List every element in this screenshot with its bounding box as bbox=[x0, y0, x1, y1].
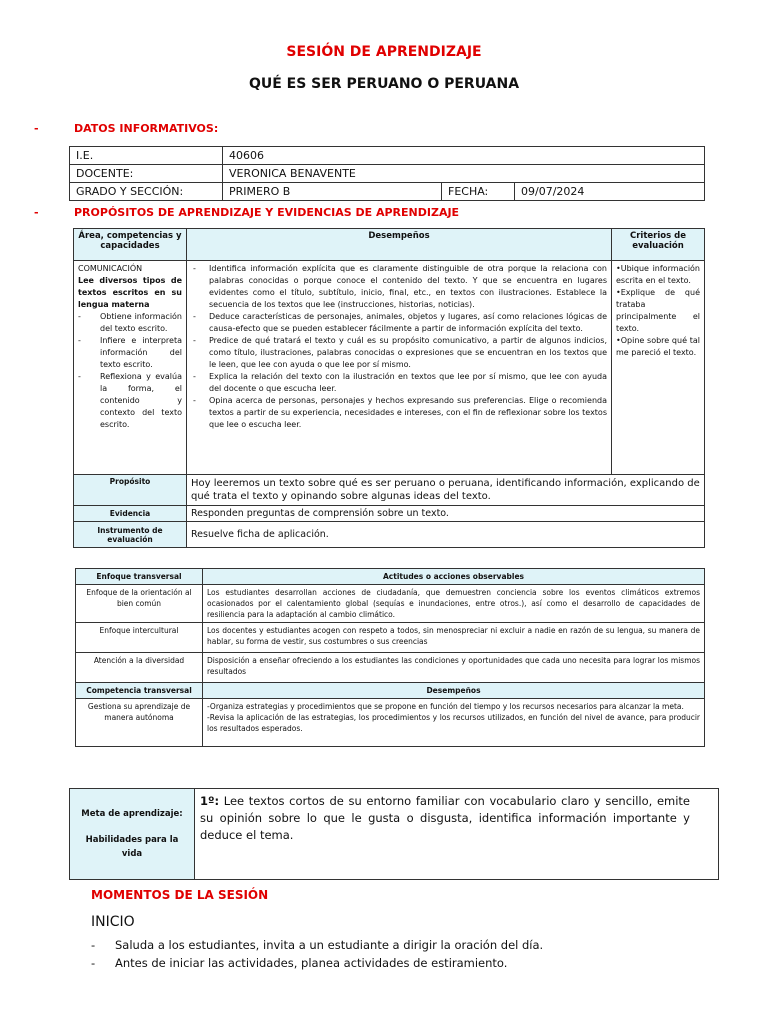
instrumento-label: Instrumento de evaluación bbox=[74, 522, 187, 548]
meta-label: Meta de aprendizaje: bbox=[81, 809, 183, 819]
list-item: - Deduce características de personajes, animales, objetos y lugares, así como relaciones lógicas de causa-efecto que se pueden establecer fácilmente a partir de información explícita del texto. bbox=[209, 311, 607, 335]
list-item: - Infiere e interpreta información del texto escrito. bbox=[78, 335, 182, 371]
header-desempenos-transversal: Desempeños bbox=[203, 683, 705, 699]
evidencia-label: Evidencia bbox=[74, 506, 187, 522]
list-item: •Explique de qué trataba principalmente el texto. bbox=[616, 288, 700, 333]
desempenos-list bbox=[191, 263, 607, 431]
list-item: •Ubique información escrita en el texto. bbox=[616, 264, 700, 285]
table-row bbox=[76, 585, 705, 623]
competencia-text: Lee diversos tipos de textos escritos en su lengua materna bbox=[78, 276, 182, 309]
fecha-value: 09/07/2024 bbox=[515, 183, 705, 201]
area-cell bbox=[74, 261, 187, 475]
list-item: - Opina acerca de personas, personajes y hechos expresando sus preferencias. Elige o recomienda textos a partir de su experiencia, necesidades e intereses, con el fin de reflexionar sobre los textos que lee o escucha leer. bbox=[209, 395, 607, 431]
instrumento-value: Resuelve ficha de aplicación. bbox=[187, 522, 705, 548]
session-subtitle: QUÉ ES SER PERUANO O PERUANA bbox=[248, 76, 520, 92]
header-actitudes: Actitudes o acciones observables bbox=[203, 569, 705, 585]
list-item: - Obtiene información del texto escrito. bbox=[78, 311, 182, 335]
capacidades-list bbox=[78, 311, 182, 431]
proposito-label: Propósito bbox=[74, 475, 187, 506]
table-row bbox=[70, 183, 705, 201]
list-item: - Saluda a los estudiantes, invita a un estudiante a dirigir la oración del día. bbox=[91, 936, 691, 954]
area-title: COMUNICACIÓN bbox=[78, 264, 143, 273]
ie-value: 40606 bbox=[223, 147, 705, 165]
meta-label-cell bbox=[70, 789, 195, 879]
table-row bbox=[74, 506, 705, 522]
list-item: -Revisa la aplicación de las estrategias, los procedimientos y los recursos utilizados, en función del nivel de avance, para producir los resultados esperados. bbox=[207, 713, 700, 733]
docente-label: DOCENTE: bbox=[70, 165, 223, 183]
section-bullet: - bbox=[34, 122, 39, 135]
enfoque-text: Los docentes y estudiantes acogen con respeto a todos, sin menospreciar ni excluir a nadie en razón de su lengua, su manera de hablar, su forma de vestir, sus costumbres o sus creencias bbox=[203, 623, 705, 653]
proposito-value: Hoy leeremos un texto sobre qué es ser peruano o peruana, identificando información, explicando de qué trata el texto y opinando sobre algunas ideas del texto. bbox=[187, 475, 705, 506]
table-row bbox=[74, 522, 705, 548]
habilidades-label: Habilidades para la vida bbox=[85, 835, 179, 859]
enfoque-name: Enfoque de la orientación al bien común bbox=[76, 585, 203, 623]
ie-label: I.E. bbox=[70, 147, 223, 165]
list-item: - Reflexiona y evalúa la forma, el contenido y contexto del texto escrito. bbox=[78, 371, 182, 431]
enfoque-name: Enfoque intercultural bbox=[76, 623, 203, 653]
info-table bbox=[69, 146, 705, 201]
list-item: - Predice de qué tratará el texto y cuál es su propósito comunicativo, a partir de algunos indicios, como título, ilustraciones, palabras conocidas o expresiones que se encuentran en los textos que le leen, que lee con ayuda o que lee por sí mismo. bbox=[209, 335, 607, 371]
document-title: SESIÓN DE APRENDIZAJE bbox=[286, 44, 482, 60]
list-item: -Organiza estrategias y procedimientos que se propone en función del tiempo y los recursos necesarios para alcanzar la meta. bbox=[207, 702, 684, 711]
header-competencia: Competencia transversal bbox=[76, 683, 203, 699]
inicio-list bbox=[91, 936, 691, 972]
list-item: •Opine sobre qué tal me pareció el texto. bbox=[616, 336, 700, 357]
table-row bbox=[76, 623, 705, 653]
section-bullet: - bbox=[34, 206, 39, 219]
header-enfoque: Enfoque transversal bbox=[76, 569, 203, 585]
section-propositos bbox=[34, 206, 460, 219]
meta-number: 1º: bbox=[200, 794, 220, 808]
section-datos-informativos bbox=[34, 122, 219, 135]
enfoque-name: Atención a la diversidad bbox=[76, 653, 203, 683]
list-item: - Antes de iniciar las actividades, planea actividades de estiramiento. bbox=[91, 954, 691, 972]
propositos-table bbox=[73, 228, 705, 548]
desempenos-cell bbox=[187, 261, 612, 475]
meta-box bbox=[69, 788, 719, 880]
list-item: - Identifica información explícita que es claramente distinguible de otra porque la relaciona con palabras conocidas o porque conoce el contenido del texto. Y que se encuentra en lugares evidentes como el título, subtítulo, inicio, final, etc., en textos con ilustraciones. Establece la secuencia de los textos que lee (instrucciones, historias, noticias). bbox=[209, 263, 607, 311]
list-item: - Explica la relación del texto con la ilustración en textos que lee por sí mismo, que lee con ayuda del docente o que escucha leer. bbox=[209, 371, 607, 395]
momentos-title: MOMENTOS DE LA SESIÓN bbox=[91, 888, 269, 902]
enfoques-table bbox=[75, 568, 705, 747]
meta-text-cell bbox=[200, 793, 690, 844]
competencia-desempenos bbox=[203, 699, 705, 747]
evidencia-value: Responden preguntas de comprensión sobre un texto. bbox=[187, 506, 705, 522]
section-label: PROPÓSITOS DE APRENDIZAJE Y EVIDENCIAS DE APRENDIZAJE bbox=[74, 206, 460, 219]
fecha-label: FECHA: bbox=[442, 183, 515, 201]
docente-value: VERONICA BENAVENTE bbox=[223, 165, 705, 183]
table-row bbox=[74, 475, 705, 506]
table-row bbox=[76, 699, 705, 747]
enfoque-text: Disposición a enseñar ofreciendo a los estudiantes las condiciones y oportunidades que cada uno necesita para lograr los mismos resultados bbox=[203, 653, 705, 683]
table-row bbox=[70, 165, 705, 183]
header-desempenos: Desempeños bbox=[187, 229, 612, 261]
grado-label: GRADO Y SECCIÓN: bbox=[70, 183, 223, 201]
section-label: DATOS INFORMATIVOS: bbox=[74, 122, 219, 135]
competencia-name: Gestiona su aprendizaje de manera autónoma bbox=[76, 699, 203, 747]
table-header-row bbox=[76, 683, 705, 699]
enfoque-text: Los estudiantes desarrollan acciones de ciudadanía, que demuestren conciencia sobre los eventos climáticos extremos ocasionados por el calentamiento global (sequías e inundaciones, entre otros.), así como el desarrollo de capacidades de resiliencia para la adaptación al cambio climático. bbox=[203, 585, 705, 623]
table-row bbox=[70, 147, 705, 165]
table-row bbox=[76, 653, 705, 683]
header-area: Área, competencias y capacidades bbox=[74, 229, 187, 261]
header-criterios: Criterios de evaluación bbox=[612, 229, 705, 261]
meta-text: Lee textos cortos de su entorno familiar con vocabulario claro y sencillo, emite su opinión sobre lo que le gusta o disgusta, identifica información importante y deduce el tema. bbox=[200, 794, 691, 842]
grado-value: PRIMERO B bbox=[223, 183, 442, 201]
table-row bbox=[74, 261, 705, 475]
table-header-row bbox=[74, 229, 705, 261]
inicio-heading: INICIO bbox=[91, 914, 135, 930]
criterios-cell bbox=[612, 261, 705, 475]
table-header-row bbox=[76, 569, 705, 585]
